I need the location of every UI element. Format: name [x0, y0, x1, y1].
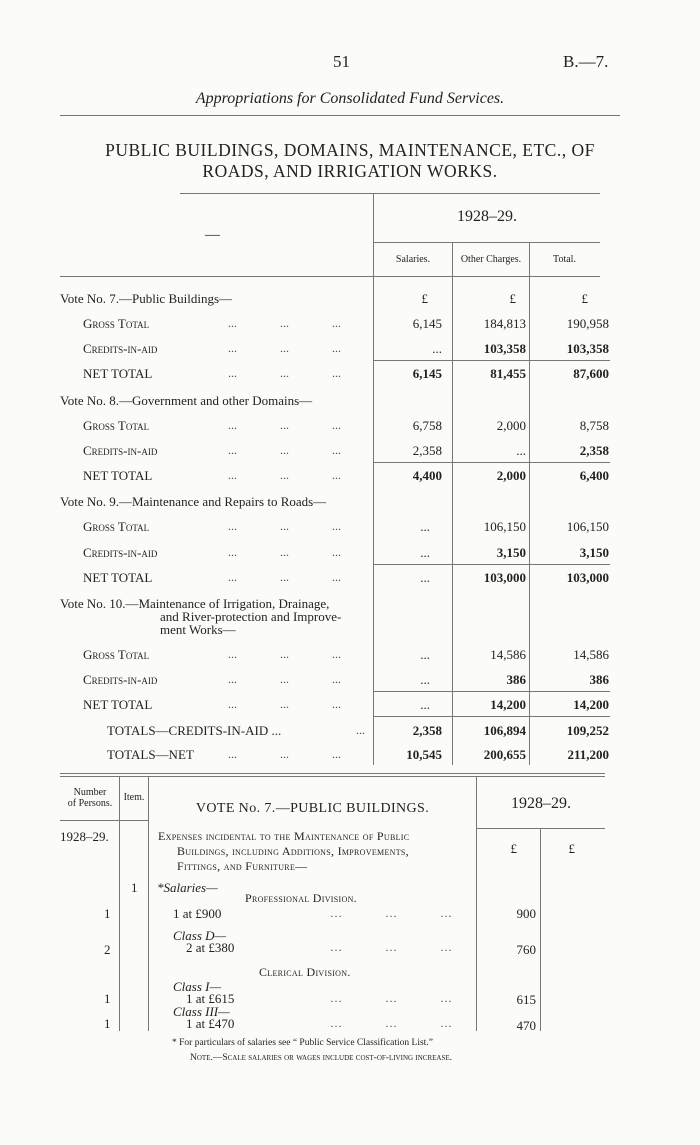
- salaries-heading: *Salaries—: [157, 880, 218, 895]
- currency-symbol: £: [510, 841, 517, 856]
- salaries-value: ...: [420, 647, 430, 662]
- other-charges-value: 184,813: [483, 316, 526, 331]
- leader-dots: ... ... ...: [228, 316, 341, 330]
- totals-credits-label: TOTALS—CREDITS-IN-AID ...: [107, 723, 282, 738]
- credits-in-aid-label: Credits-in-aid: [83, 672, 158, 687]
- salary-line-label: 2 at £380: [186, 940, 235, 955]
- leader-dots: ... ... ...: [228, 468, 341, 482]
- vote-9-label: Vote No. 9.—Maintenance and Repairs to Roads—: [60, 494, 327, 509]
- leader-dots: ... ... ...: [228, 545, 341, 559]
- other-charges-value: 103,000: [483, 570, 526, 585]
- other-charges-value: 14,200: [490, 697, 526, 712]
- persons-year: 1928–29.: [60, 829, 109, 844]
- salary-line-label: 1 at £470: [186, 1016, 235, 1031]
- other-charges-value: 14,586: [490, 647, 526, 662]
- leader-dots: ... ... ...: [228, 672, 341, 686]
- gross-total-label: Gross Total: [83, 647, 150, 662]
- class-i-heading: Class I—: [173, 979, 222, 994]
- leader-dots: ... ... ...: [228, 747, 341, 761]
- credits-in-aid-label: Credits-in-aid: [83, 443, 158, 458]
- salaries-value: 2,358: [412, 443, 442, 458]
- total-value: 87,600: [573, 366, 609, 381]
- other-charges-value: 2,000: [496, 468, 526, 483]
- leader-dots: ... ... ...: [228, 697, 341, 711]
- col-number-of-persons: Number of Persons.: [67, 787, 113, 809]
- salaries-value: ...: [420, 672, 430, 687]
- total-value: 2,358: [579, 443, 609, 458]
- salary-line-label: 1 at £615: [186, 991, 235, 1006]
- persons-count: 1: [104, 1016, 111, 1031]
- net-total-label: NET TOTAL: [83, 697, 153, 712]
- persons-count: 2: [104, 942, 111, 957]
- other-charges-value: 106,894: [483, 723, 526, 738]
- page-title-line-2: ROADS, AND IRRIGATION WORKS.: [202, 161, 498, 181]
- footnote: * For particulars of salaries see “ Public Service Classification List.”: [172, 1038, 433, 1048]
- leader-dots: ... ... ...: [228, 570, 341, 584]
- leader-dots: ... ... ...: [228, 418, 341, 432]
- other-charges-value: 103,358: [483, 341, 526, 356]
- page-title-line-1: PUBLIC BUILDINGS, DOMAINS, MAINTENANCE, ETC., OF: [105, 140, 595, 160]
- total-value: 106,150: [566, 519, 609, 534]
- salaries-value: 6,145: [412, 366, 442, 381]
- persons-count: 1: [104, 906, 111, 921]
- salaries-value: 4,400: [412, 468, 442, 483]
- salaries-value: 10,545: [406, 747, 442, 762]
- gross-total-label: Gross Total: [83, 519, 150, 534]
- net-total-label: NET TOTAL: [83, 570, 153, 585]
- net-total-label: NET TOTAL: [83, 366, 153, 381]
- salaries-value: ...: [420, 519, 430, 534]
- vote-7-title: VOTE No. 7.—PUBLIC BUILDINGS.: [195, 801, 430, 816]
- total-value: 109,252: [566, 723, 609, 738]
- salary-value: 760: [516, 942, 536, 957]
- total-value: 103,000: [566, 570, 609, 585]
- document-reference: B.—7.: [563, 52, 609, 71]
- salaries-value: 2,358: [412, 723, 442, 738]
- total-value: 103,358: [566, 341, 609, 356]
- vote-7-year-header: 1928–29.: [511, 795, 571, 812]
- persons-count: 1: [104, 991, 111, 1006]
- net-total-label: NET TOTAL: [83, 468, 153, 483]
- salaries-value: ...: [420, 545, 430, 560]
- leader-dots: ...: [356, 723, 365, 737]
- leader-dots: … … …: [330, 1016, 452, 1030]
- gross-total-label: Gross Total: [83, 316, 150, 331]
- total-value: 3,150: [579, 545, 609, 560]
- vote-7-label: Vote No. 7.—Public Buildings—: [60, 291, 233, 306]
- other-charges-value: 386: [506, 672, 526, 687]
- col-salaries: Salaries.: [395, 254, 431, 265]
- total-value: 386: [589, 672, 609, 687]
- other-charges-value: 2,000: [496, 418, 526, 433]
- leader-dots: … … …: [330, 991, 452, 1005]
- other-charges-value: 200,655: [483, 747, 526, 762]
- totals-net-label: TOTALS—NET: [107, 747, 194, 762]
- currency-symbol: £: [421, 291, 428, 306]
- page-subtitle: Appropriations for Consolidated Fund Services.: [195, 90, 505, 107]
- summary-year-header: 1928–29.: [457, 208, 517, 225]
- col-total: Total.: [553, 254, 576, 265]
- salaries-value: 6,145: [412, 316, 442, 331]
- total-value: 211,200: [567, 747, 609, 762]
- professional-division-heading: Professional Division.: [245, 891, 357, 905]
- header-rule: [60, 115, 620, 116]
- salaries-value: ...: [420, 570, 430, 585]
- total-value: 6,400: [579, 468, 609, 483]
- vote-10-label: Vote No. 10.—Maintenance of Irrigation, Drainage, and River-protection and Improve- ment Works—: [60, 596, 342, 637]
- gross-total-label: Gross Total: [83, 418, 150, 433]
- total-value: 14,586: [573, 647, 609, 662]
- col-item: Item.: [123, 792, 145, 803]
- total-value: 14,200: [573, 697, 609, 712]
- col-other-charges: Other Charges.: [460, 254, 522, 265]
- other-charges-value: 3,150: [496, 545, 526, 560]
- leader-dots: … … …: [330, 940, 452, 954]
- stub-dash: —: [205, 227, 220, 243]
- salary-value: 900: [516, 906, 536, 921]
- clerical-division-heading: Clerical Division.: [259, 965, 351, 979]
- class-iii-heading: Class III—: [173, 1004, 230, 1019]
- leader-dots: ... ... ...: [228, 647, 341, 661]
- total-value: 8,758: [579, 418, 609, 433]
- credits-in-aid-label: Credits-in-aid: [83, 545, 158, 560]
- other-charges-value: 81,455: [490, 366, 526, 381]
- leader-dots: ... ... ...: [228, 341, 341, 355]
- salaries-value: ...: [432, 341, 442, 356]
- credits-in-aid-label: Credits-in-aid: [83, 341, 158, 356]
- other-charges-value: ...: [516, 443, 526, 458]
- scale-note: Note.—Scale salaries or wages include cost-of-living increase.: [190, 1053, 453, 1063]
- vote-8-label: Vote No. 8.—Government and other Domains—: [60, 393, 313, 408]
- currency-symbol: £: [568, 841, 575, 856]
- leader-dots: ... ... ...: [228, 443, 341, 457]
- leader-dots: … … …: [330, 906, 452, 920]
- currency-symbol: £: [581, 291, 588, 306]
- leader-dots: ... ... ...: [228, 519, 341, 533]
- other-charges-value: 106,150: [483, 519, 526, 534]
- salary-value: 470: [516, 1018, 536, 1033]
- leader-dots: ... ... ...: [228, 366, 341, 380]
- salaries-value: ...: [420, 697, 430, 712]
- page-number: 51: [333, 52, 350, 71]
- expenses-heading: Expenses incidental to the Maintenance of Public Buildings, including Additions, Improvements, Fittings, and Furniture—: [158, 829, 410, 873]
- class-d-heading: Class D—: [173, 928, 227, 943]
- salaries-value: 6,758: [412, 418, 442, 433]
- item-number: 1: [131, 880, 138, 895]
- salary-value: 615: [516, 992, 536, 1007]
- salary-line-label: 1 at £900: [173, 906, 222, 921]
- total-value: 190,958: [566, 316, 609, 331]
- currency-symbol: £: [509, 291, 516, 306]
